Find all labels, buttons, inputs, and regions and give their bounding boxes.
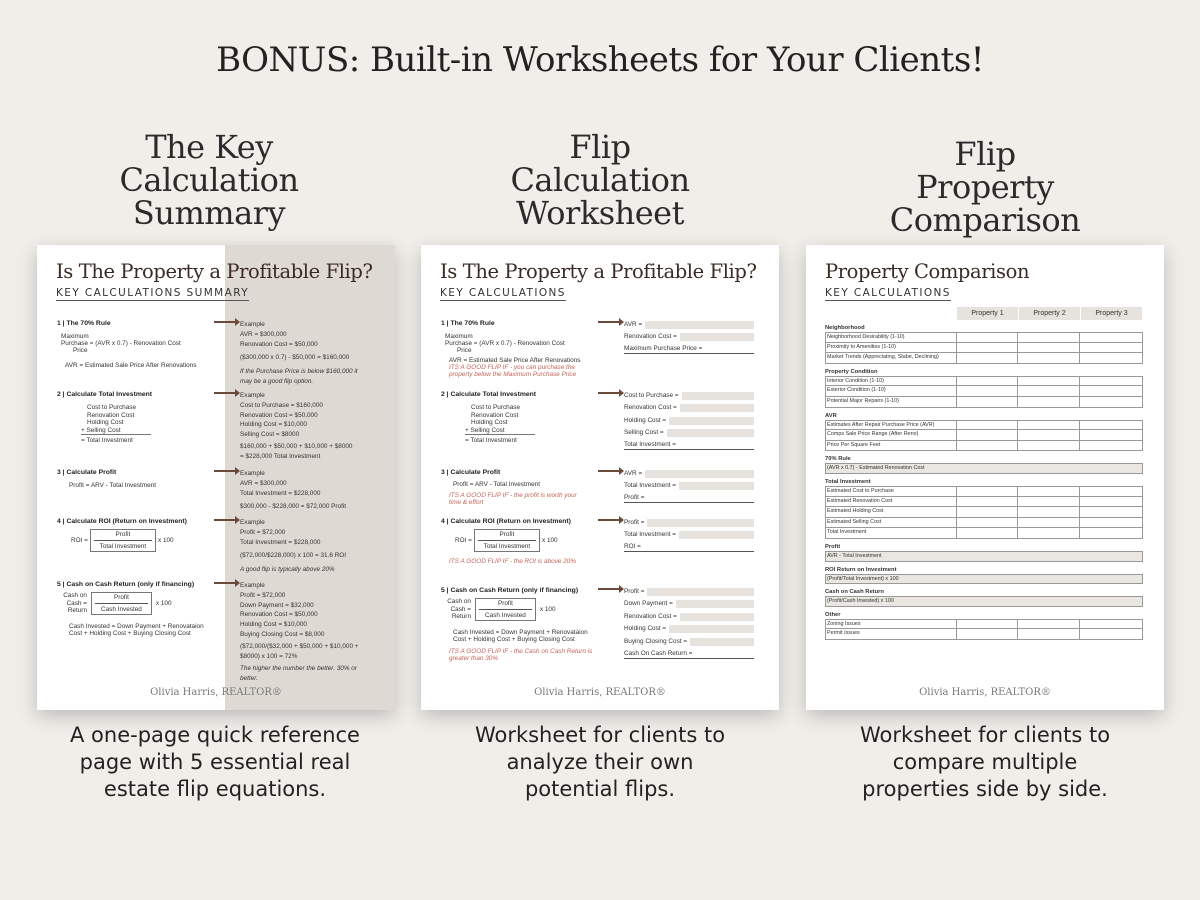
table-cell[interactable] [957,629,1019,639]
row-label: Exterior Condition (1-10) [826,386,957,396]
table-cell[interactable] [1018,377,1080,386]
input-field[interactable] [679,531,754,539]
table-row [825,551,1143,562]
table-row [825,420,1143,431]
row-label: Price Per Square Feet [826,441,957,451]
table-cell[interactable] [1080,333,1142,342]
table-cell[interactable] [957,386,1019,396]
table-row [825,397,1143,408]
input-field[interactable] [680,613,754,621]
table-row [825,497,1143,508]
sheet-subtitle: KEY CALCULATIONS SUMMARY [56,287,250,299]
realtor-signature: Olivia Harris, REALTOR® [150,687,282,698]
section-heading: Total Investment [825,478,871,485]
table-cell[interactable] [1018,386,1080,396]
row-label: Estimated Selling Cost [826,518,957,528]
table-cell[interactable] [957,333,1019,342]
table-cell[interactable] [1080,377,1142,386]
table-cell[interactable] [1018,343,1080,353]
arrow-icon [214,582,236,584]
table-row [825,518,1143,529]
table-cell[interactable] [1018,353,1080,363]
table-cell[interactable] [1018,421,1080,430]
section-heading: Cash on Cash Return [825,589,884,596]
table-cell[interactable] [957,377,1019,386]
row-label: Estimated Renovation Cost [826,497,957,507]
table-row [825,619,1143,630]
column-description-2: Worksheet for clients to analyze their own potential flips. [474,723,726,801]
row-label: (AVR x 0.7) - Estimated Renovation Cost [827,465,925,472]
section-heading: Profit [825,543,841,550]
table-row [825,463,1143,474]
input-field[interactable] [645,321,754,329]
table-cell[interactable] [1080,629,1142,639]
headline: BONUS: Built-in Worksheets for Your Clients! [216,40,984,80]
fraction: $\frac{\text{Profit}}{\text{Cash Invested}}$ [91,592,152,615]
table-row [825,596,1143,607]
input-field[interactable] [680,333,754,341]
realtor-signature: Olivia Harris, REALTOR® [534,687,666,698]
input-field[interactable] [645,470,754,478]
sheet-title: Is The Property a Profitable Flip? [440,260,757,283]
column-description-1: A one-page quick reference page with 5 essential real estate flip equations. [70,723,360,801]
table-row [825,441,1143,452]
table-cell[interactable] [1080,487,1142,496]
fraction: $\frac{\text{Profit}}{\text{Total Investment}}$ [90,529,157,552]
table-cell[interactable] [1018,441,1080,451]
arrow-icon [214,519,236,521]
table-cell[interactable] [957,430,1019,440]
table-cell[interactable] [1080,528,1142,538]
input-field[interactable] [647,519,754,527]
table-cell[interactable] [957,397,1019,407]
table-row [825,528,1143,539]
sheet-subtitle: KEY CALCULATIONS [825,287,951,299]
column-title-1: The Key Calculation Summary [119,128,299,232]
table-cell[interactable] [1018,629,1080,639]
input-field[interactable] [690,638,754,646]
table-cell[interactable] [957,507,1019,517]
sheet-title: Is The Property a Profitable Flip? [56,260,373,283]
sheet-subtitle: KEY CALCULATIONS [440,287,566,299]
input-field[interactable] [667,429,754,437]
section-heading: Property Condition [825,368,878,375]
realtor-signature: Olivia Harris, REALTOR® [919,687,1051,698]
table-row [825,386,1143,397]
row-label: Interior Condition (1-10) [826,377,957,386]
table-cell[interactable] [957,421,1019,430]
row-label: AVR - Total Investment [827,552,882,559]
input-field[interactable] [647,588,754,596]
arrow-icon [214,470,236,472]
table-cell[interactable] [957,620,1019,629]
table-header [957,307,1143,320]
table-cell[interactable] [1080,507,1142,517]
comparison-table [825,307,1143,640]
row-label: Comps Sale Price Range (After Reno) [826,430,957,440]
arrow-icon [598,321,620,323]
row-label: Permit Issues [826,629,957,639]
table-cell[interactable] [1018,430,1080,440]
table-cell[interactable] [1018,333,1080,342]
section-heading: Neighborhood [825,325,865,331]
row-label: Total Investment [826,528,957,538]
table-row [825,332,1143,343]
table-cell[interactable] [1080,497,1142,507]
arrow-icon [598,392,620,394]
row-label: Potential Major Repairs (1-10) [826,397,957,407]
table-row [825,376,1143,387]
sheet-title: Property Comparison [825,260,1030,283]
table-cell[interactable] [957,343,1019,353]
table-cell[interactable] [957,518,1019,528]
table-row [825,574,1143,585]
table-cell[interactable] [1080,343,1142,353]
table-cell[interactable] [1018,518,1080,528]
arrow-icon [214,392,236,394]
column-description-3: Worksheet for clients to compare multiple properties side by side. [859,723,1111,801]
sheet-flip-calculation-worksheet: Is The Property a Profitable Flip? KEY CALCULATIONS 1 | The 70% Rule Maximum Purchase = (AVR x 0.7) - Renovation Cost Price AVR = Estimated Sale Price After Renovations ITS A GOOD FLIP IF - you can purchase the property below the Maximum Purchase Price AVR = Renovation Cost = Maximum Purchase Price = 2 | Calculate Total Investment Cost to Purchase Renovation Cost Holding Cost + Selling Cost = Total Investment Cost to Purchase = Renovation Cost = Holding Cost = Selling Cost = Total Investment = 3 | Calculate Profit Profit = ARV - Total Investment ITS A GOOD FLIP IF - the profit is worth your time & effort AVR = Total Investment = Profit = 4 | Calculate ROI (Return on Investment) ROI = $\frac{\text{Profit}}{\text{Total Investment}}$ x 100 ITS A GOOD FLIP IF - the ROI is above 20% Profit = Total Investment = ROI = 5 | Cash on Cash Return (only if financing) Cash on Cash = Return $\frac{\text{Profit}}{\text{Cash Invested}}$ x 100 Cash Invested = Down Payment + Renovataion Cost + Holding Cost + Buying Closing Cost ITS A GOOD FLIP IF - the Cash on Cash Return is greater than 30% Profit = Down Payment = Renovation Cost = Holding Cost = Buying Closing Cost = Cash On Cash Return = Olivia Harris, REALTOR® [421,245,779,710]
table-cell[interactable] [957,441,1019,451]
row-label: (Profit/Total Investment) x 100 [827,575,899,582]
column-header: Property 1 [957,307,1018,320]
section-heading: 70% Rule [825,456,851,463]
table-cell[interactable] [1080,421,1142,430]
table-cell[interactable] [1080,430,1142,440]
arrow-icon [598,470,620,472]
table-cell[interactable] [957,487,1019,496]
table-cell[interactable] [1018,497,1080,507]
arrow-icon [214,321,236,323]
table-cell[interactable] [1080,518,1142,528]
column-title-2: Flip Calculation Worksheet [510,128,690,232]
table-cell[interactable] [1080,353,1142,363]
input-field[interactable] [669,625,754,633]
input-field[interactable] [669,417,754,425]
table-cell[interactable] [1080,441,1142,451]
table-cell[interactable] [1018,620,1080,629]
sheet-property-comparison [806,245,1164,710]
row-label: Neighborhood Desirability (1-10) [826,333,957,342]
column-title-3: Flip Property Comparison [889,135,1081,239]
table-cell[interactable] [957,497,1019,507]
fraction: $\frac{\text{Profit}}{\text{Total Investment}}$ [474,529,541,552]
table-row [825,507,1143,518]
row-label: Estimates After Repair Purchase Price (AVR) [826,421,957,430]
table-cell[interactable] [1018,487,1080,496]
column-header: Property 2 [1019,307,1080,320]
table-row [825,629,1143,640]
table-cell[interactable] [957,353,1019,363]
input-field[interactable] [676,600,754,608]
table-cell[interactable] [1018,397,1080,407]
section-heading: ROI Return on Investment [825,566,897,573]
table-cell[interactable] [1018,507,1080,517]
row-label: (Profit/Cash Invested) x 100 [827,598,894,605]
row-label: Estimated Holding Cost [826,507,957,517]
arrow-icon [598,519,620,521]
table-cell[interactable] [1080,397,1142,407]
column-header: Property 3 [1081,307,1142,320]
table-row [825,343,1143,354]
table-row [825,430,1143,441]
table-cell[interactable] [1080,620,1142,629]
table-cell[interactable] [1080,386,1142,396]
arrow-icon [598,588,620,590]
row-label: Zoning Issues [826,620,957,629]
row-label: Market Trends (Appreciating, Stabe, Declining) [826,353,957,363]
input-field[interactable] [680,404,754,412]
section-heading: AVR [825,412,837,419]
input-field[interactable] [679,482,754,490]
row-label: Proximity to Amenities (1-10) [826,343,957,353]
fraction: $\frac{\text{Profit}}{\text{Cash Invested}}$ [475,598,536,621]
table-row [825,353,1143,364]
table-cell[interactable] [1018,528,1080,538]
sheet-key-calculation-summary: Is The Property a Profitable Flip? KEY CALCULATIONS SUMMARY 1 | The 70% Rule Maximum Purchase = (AVR x 0.7) - Renovation Cost Price AVR = Estimated Sale Price After Renovations Example AVR = $300,000 Renovation Cost = $50,000 ($300,000 x 0.7) - $50,000 = $160,000 If the Purchase Price is below $160,000 it may be a good flip option. 2 | Calculate Total Investment Cost to Purchase Renovation Cost Holding Cost + Selling Cost = Total Investment Example Cost to Purchase = $160,000 Renovation Cost = $50,000 Holding Cost = $10,000 Selling Cost = $8000 $160,000 + $50,000 + $10,000 + $8000 = $228,000 Total Investment 3 | Calculate Profit Profit = ARV - Total Investment Example AVR = $300,000 Total Investment = $228,000 $300,000 - $228,000 = $72,000 Profit 4 | Calculate ROI (Return on Investment) ROI = $\frac{\text{Profit}}{\text{Total Investment}}$ x 100 Example Profit = $72,000 Total Investment = $228,000 ($72,000/$228,000) x 100 = 31.6 ROI A good flip is typically above 20% 5 | Cash on Cash Return (only if financing) Cash on Cash = Return $\frac{\text{Profit}}{\text{Cash Invested}}$ x 100 Cash Invested = Down Payment + Renovataion Cost + Holding Cost + Buying Closing Cost Example Profit = $72,000 Down Payment = $32,000 Renovation Cost = $50,000 Holding Cost = $10,000 Buying Closing Cost = $8,000 ($72,000/($32,000 + $50,000 + $10,000 + $8000) x 100 = 72% The higher the number the better. 30% or better. Olivia Harris, REALTOR® [37,245,395,710]
table-row [825,486,1143,497]
row-label: Estimated Cost to Purchase [826,487,957,496]
section-heading: Other [825,611,841,618]
table-cell[interactable] [957,528,1019,538]
input-field[interactable] [682,392,754,400]
